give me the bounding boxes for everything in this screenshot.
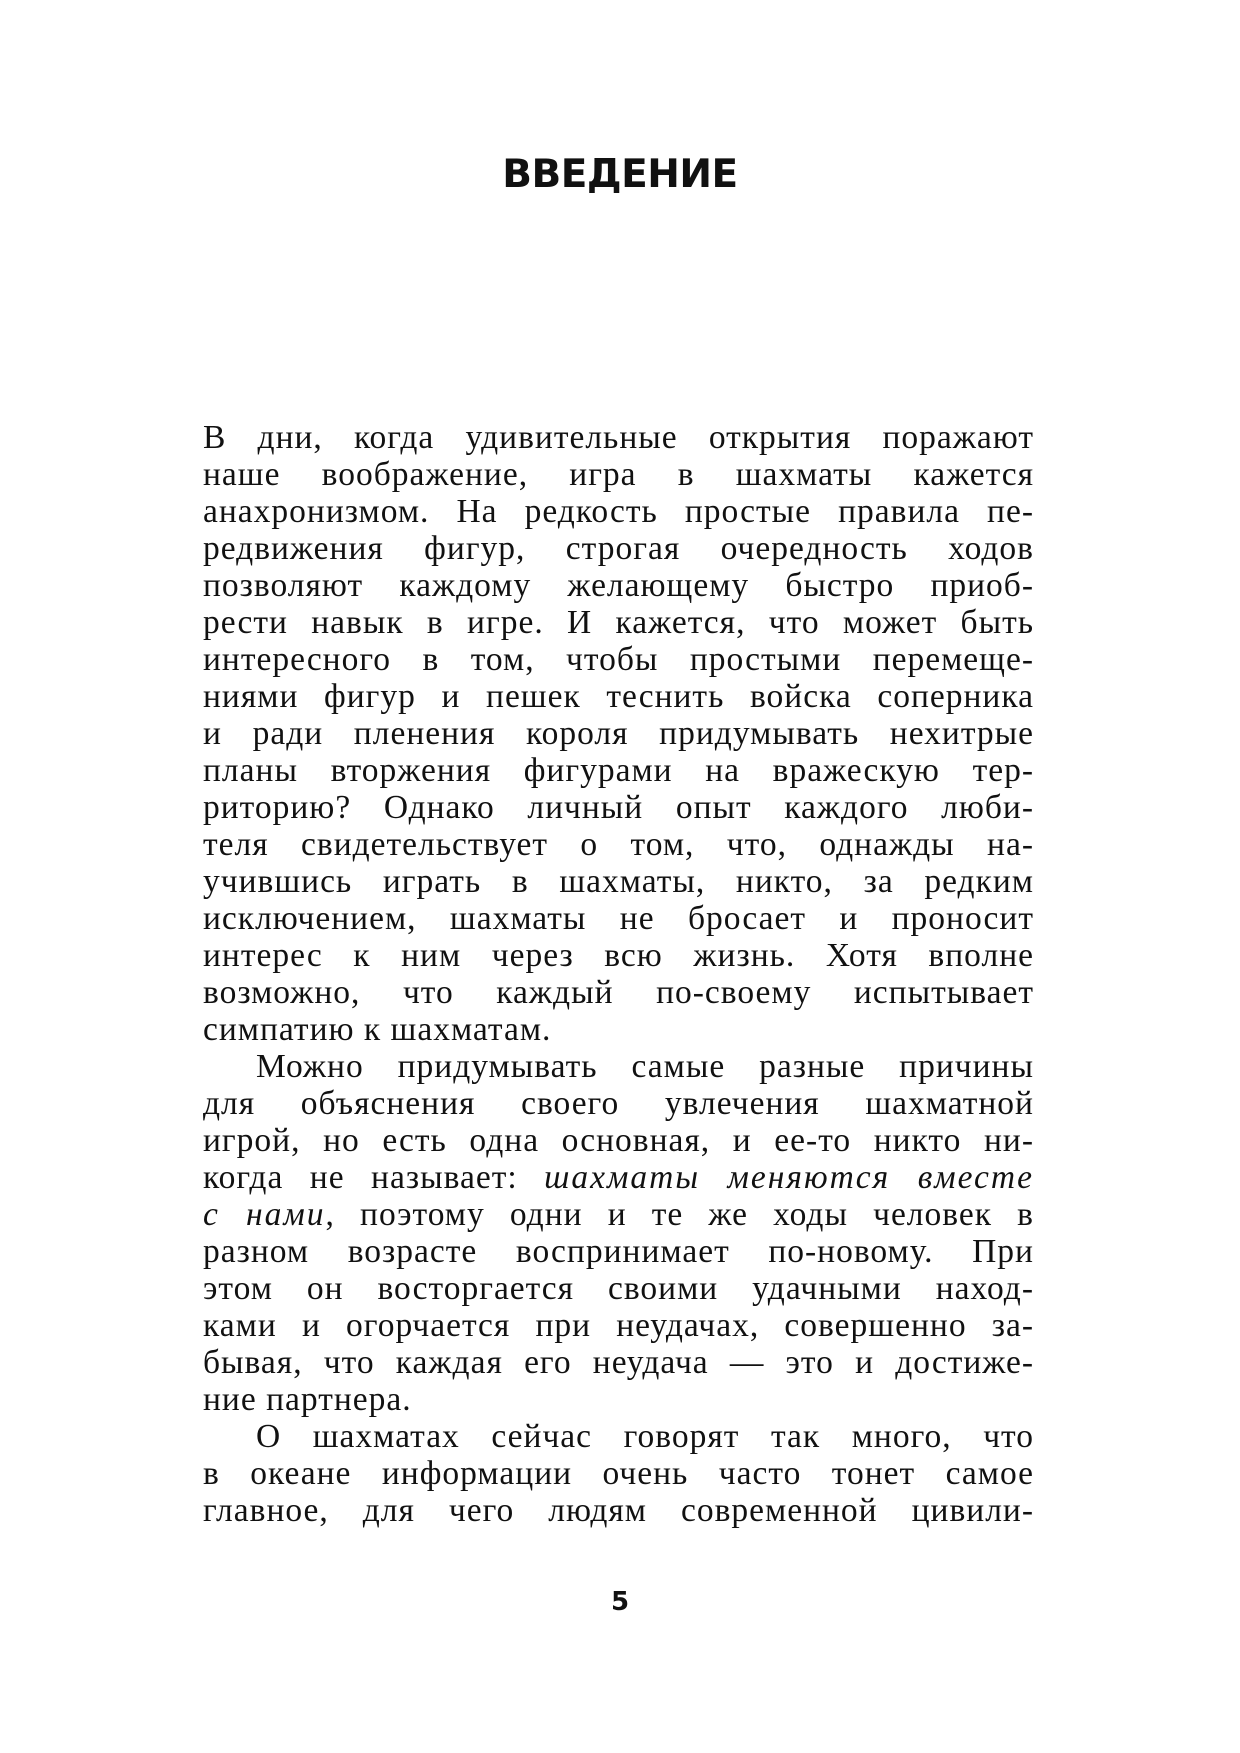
text-line: рести навык в игре. И кажется, что может быть	[203, 604, 1034, 641]
emphasis-text: с нами	[203, 1196, 326, 1233]
text-line: и ради пленения короля придумывать нехитрые	[203, 715, 1034, 752]
text-line: интерес к ним через всю жизнь. Хотя вполне	[203, 937, 1034, 974]
text-line: Можно придумывать самые разные причины	[256, 1048, 1034, 1085]
text-line: планы вторжения фигурами на вражескую тер-	[203, 752, 1034, 789]
text-line: анахронизмом. На редкость простые правила пе-	[203, 493, 1034, 530]
text-line: этом он восторгается своими удачными наход-	[203, 1270, 1034, 1307]
text-line: ниями фигур и пешек теснить войска соперника	[203, 678, 1034, 715]
text-line: наше воображение, игра в шахматы кажется	[203, 456, 1034, 493]
text-line-with-emphasis	[203, 1196, 1034, 1233]
text-run: , поэтому одни и те же ходы человек в	[325, 1196, 1034, 1233]
text-line: редвижения фигур, строгая очередность ходов	[203, 530, 1034, 567]
paragraph-3	[203, 1418, 1034, 1529]
text-line: ние партнера.	[203, 1381, 412, 1418]
text-line: бывая, что каждая его неудача — это и достиже-	[203, 1344, 1034, 1381]
paragraph-2	[203, 1048, 1034, 1418]
text-run: когда не называет:	[203, 1159, 545, 1196]
text-line: возможно, что каждый по-своему испытывает	[203, 974, 1034, 1011]
text-line: симпатию к шахматам.	[203, 1011, 552, 1048]
text-line-with-emphasis	[203, 1159, 1034, 1196]
text-line: учившись играть в шахматы, никто, за редким	[203, 863, 1034, 900]
text-line: риторию? Однако личный опыт каждого люби-	[203, 789, 1034, 826]
emphasis-text: шахматы меняются вместе	[544, 1159, 1034, 1196]
text-line: исключением, шахматы не бросает и проносит	[203, 900, 1034, 937]
body-text	[203, 419, 1034, 1529]
text-line: теля свидетельствует о том, что, однажды на-	[203, 826, 1034, 863]
text-line: В дни, когда удивительные открытия поражают	[203, 419, 1034, 456]
text-line: в океане информации очень часто тонет самое	[203, 1455, 1034, 1492]
text-line: ками и огорчается при неудачах, совершенно за-	[203, 1307, 1034, 1344]
text-line: главное, для чего людям современной цивили-	[203, 1492, 1034, 1529]
text-line: игрой, но есть одна основная, и ее-то никто ни-	[203, 1122, 1034, 1159]
page-number: 5	[610, 1587, 630, 1617]
text-line: интересного в том, чтобы простыми перемеще-	[203, 641, 1034, 678]
text-line: для объяснения своего увлечения шахматной	[203, 1085, 1034, 1122]
text-line: О шахматах сейчас говорят так много, что	[256, 1418, 1034, 1455]
paragraph-1	[203, 419, 1034, 1048]
text-line: разном возрасте воспринимает по-новому. При	[203, 1233, 1034, 1270]
chapter-heading: ВВЕДЕНИЕ	[502, 152, 738, 197]
text-line: позволяют каждому желающему быстро приоб-	[203, 567, 1034, 604]
